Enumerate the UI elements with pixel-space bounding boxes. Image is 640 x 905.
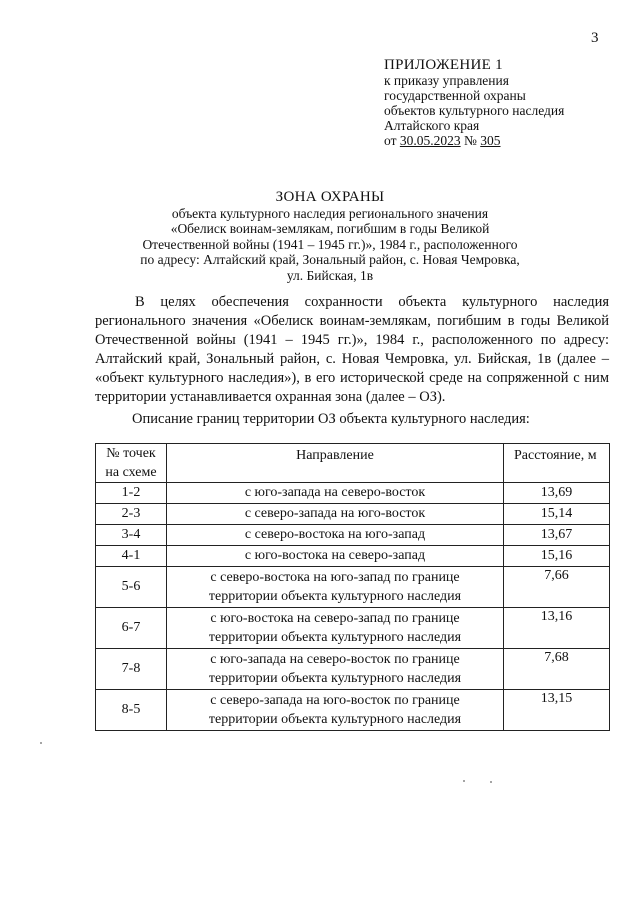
appendix-title: ПРИЛОЖЕНИЕ 1 [384, 57, 503, 73]
appendix-date-line [384, 133, 564, 148]
table-row [96, 483, 610, 504]
date-prefix: от [384, 133, 397, 148]
appendix-block [384, 58, 564, 148]
zone-title: ЗОНА ОХРАНЫ [275, 189, 385, 205]
table-row [96, 546, 610, 567]
zone-header [120, 190, 540, 283]
header-points-line: на схеме [105, 465, 157, 480]
row-direction: с северо-запада на юго-восток [167, 504, 504, 525]
direction-line: с северо-запада на юго-восток по границе [210, 693, 460, 708]
row-direction [167, 608, 504, 649]
intro-paragraph: В целях обеспечения сохранности объекта культурного наследия регионального значения «Обелиск воинам-землякам, погибшим в годы Великой Отечественной войны (1941 – 1945 гг.)», 1984 г., расположенного по адресу: Алтайский край, Зональный район, с. Новая Чемровка, ул. Бийская, 1в (далее – «объект культурного наследия»), в его исторической среде на сопряженной с ним территории устанавливается охранная зона (далее – ОЗ). [95, 294, 609, 405]
zone-subtitle-line: по адресу: Алтайский край, Зональный район, с. Новая Чемровка, [140, 252, 520, 267]
row-points: 2-3 [96, 504, 167, 525]
row-distance: 13,69 [504, 483, 610, 504]
scan-speck [463, 780, 465, 782]
zone-subtitle-line: ул. Бийская, 1в [286, 267, 374, 283]
direction-line: с юго-востока на северо-запад по границе [210, 611, 460, 626]
direction-line: территории объекта культурного наследия [208, 712, 462, 727]
header-direction: Направление [167, 444, 504, 483]
table-header-row [96, 444, 610, 483]
row-points: 1-2 [96, 483, 167, 504]
table-row [96, 525, 610, 546]
direction-line: территории объекта культурного наследия [208, 589, 462, 604]
row-points: 3-4 [96, 525, 167, 546]
row-direction [167, 649, 504, 690]
row-distance: 13,67 [504, 525, 610, 546]
table-caption: Описание границ территории ОЗ объекта культурного наследия: [132, 411, 530, 427]
row-points: 5-6 [96, 567, 167, 608]
row-direction: с юго-запада на северо-восток [167, 483, 504, 504]
header-points-line: № точек [106, 446, 156, 461]
row-direction: с северо-востока на юго-запад [167, 525, 504, 546]
row-distance: 7,68 [504, 649, 610, 690]
zone-subtitle-line: объекта культурного наследия регионального значения [171, 205, 489, 221]
header-points [96, 444, 167, 483]
row-distance: 13,16 [504, 608, 610, 649]
appendix-line: Алтайского края [384, 118, 480, 133]
appendix-line: государственной охраны [384, 88, 526, 103]
appendix-line: к приказу управления [384, 73, 509, 88]
row-distance: 7,66 [504, 567, 610, 608]
direction-line: с северо-востока на юго-запад по границе [210, 570, 460, 585]
direction-line: территории объекта культурного наследия [208, 671, 462, 686]
row-distance: 15,16 [504, 546, 610, 567]
scan-speck [490, 781, 492, 783]
table-row [96, 649, 610, 690]
row-distance: 15,14 [504, 504, 610, 525]
zone-subtitle-line: Отечественной войны (1941 – 1945 гг.)», 1984 г., расположенного [142, 236, 518, 252]
row-direction [167, 567, 504, 608]
number-prefix: № [463, 133, 477, 148]
row-points: 8-5 [96, 690, 167, 731]
table-row [96, 567, 610, 608]
order-number: 305 [480, 133, 501, 148]
table-row [96, 504, 610, 525]
row-direction: с юго-востока на северо-запад [167, 546, 504, 567]
row-points: 6-7 [96, 608, 167, 649]
zone-subtitle-line: «Обелиск воинам-землякам, погибшим в годы Великой [170, 221, 490, 236]
appendix-line: объектов культурного наследия [384, 103, 565, 118]
row-direction [167, 690, 504, 731]
header-distance: Расстояние, м [504, 444, 610, 483]
scan-speck [40, 742, 42, 744]
direction-line: с юго-запада на северо-восток по границе [210, 652, 460, 667]
row-points: 4-1 [96, 546, 167, 567]
boundary-table [95, 443, 610, 731]
order-date: 30.05.2023 [399, 133, 461, 148]
page-number: 3 [591, 30, 599, 46]
table-row [96, 690, 610, 731]
row-points: 7-8 [96, 649, 167, 690]
direction-line: территории объекта культурного наследия [208, 630, 462, 645]
table-row [96, 608, 610, 649]
row-distance: 13,15 [504, 690, 610, 731]
